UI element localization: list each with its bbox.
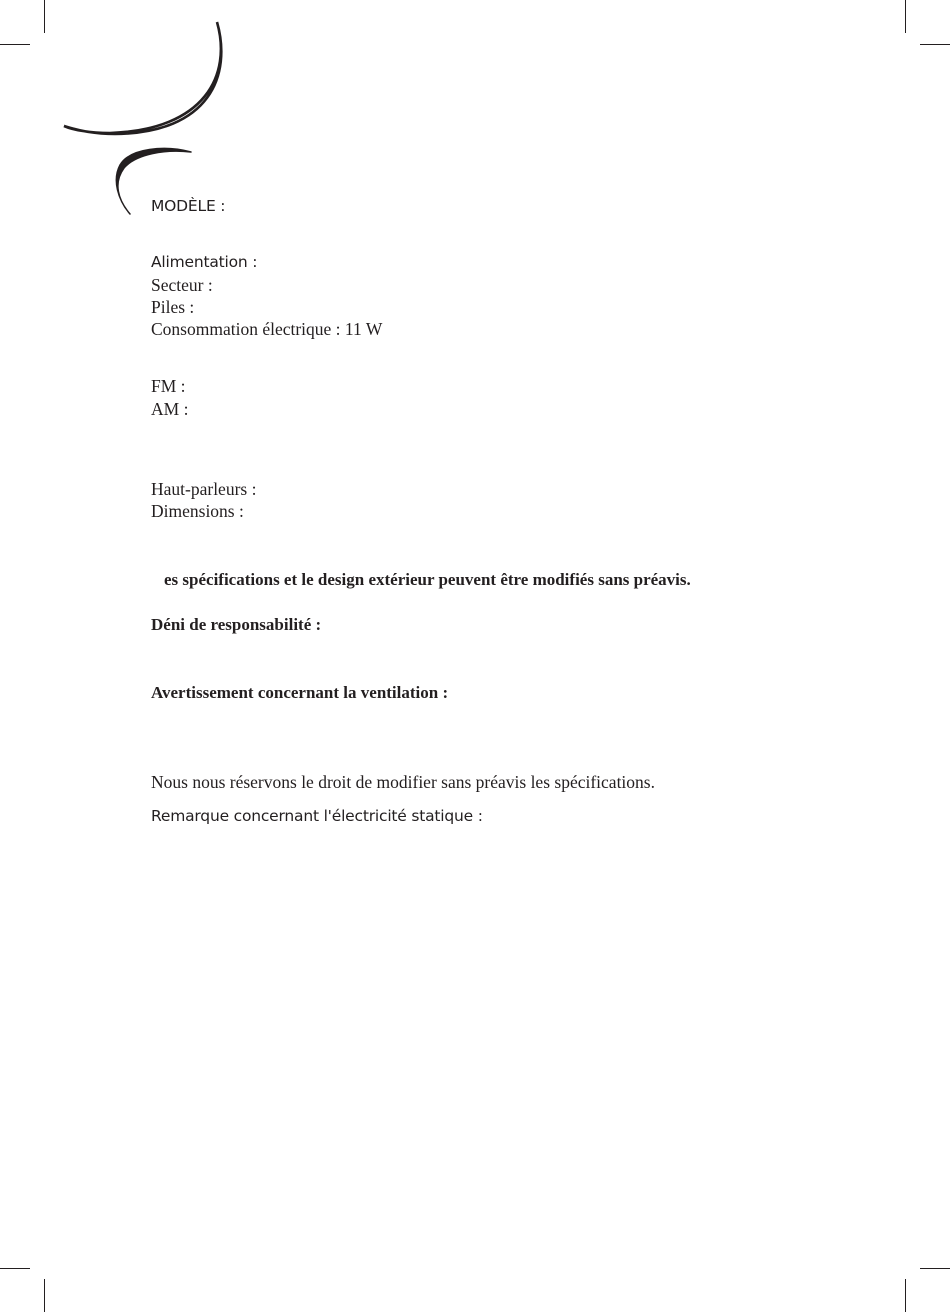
model-label: MODÈLE :	[151, 197, 226, 215]
am-label: AM :	[151, 399, 189, 419]
rights-reserved-notice: Nous nous réservons le droit de modifier sans préavis les spécifications.	[151, 772, 655, 792]
static-electricity-heading: Remarque concernant l'électricité statique :	[151, 807, 483, 825]
dimensions-label: Dimensions :	[151, 501, 244, 521]
power-supply-heading: Alimentation :	[151, 253, 258, 271]
swoosh-upper-curve	[64, 22, 221, 134]
decorative-swoosh-graphic	[0, 0, 300, 230]
crop-mark-top-right-vertical	[905, 0, 906, 33]
speakers-label: Haut-parleurs :	[151, 479, 257, 499]
fm-label: FM :	[151, 376, 186, 396]
mains-label: Secteur :	[151, 275, 213, 295]
spec-change-notice: es spécifications et le design extérieur peuvent être modifiés sans préavis.	[164, 570, 691, 589]
crop-mark-top-right-horizontal	[920, 44, 950, 45]
crop-mark-bottom-left-vertical	[44, 1279, 45, 1312]
battery-label: Piles :	[151, 297, 195, 317]
ventilation-warning-heading: Avertissement concernant la ventilation :	[151, 683, 449, 702]
crop-mark-bottom-left-horizontal	[0, 1268, 30, 1269]
crop-mark-bottom-right-horizontal	[920, 1268, 950, 1269]
power-consumption-label: Consommation électrique : 11 W	[151, 319, 383, 339]
disclaimer-heading: Déni de responsabilité :	[151, 615, 322, 634]
crop-mark-bottom-right-vertical	[905, 1279, 906, 1312]
